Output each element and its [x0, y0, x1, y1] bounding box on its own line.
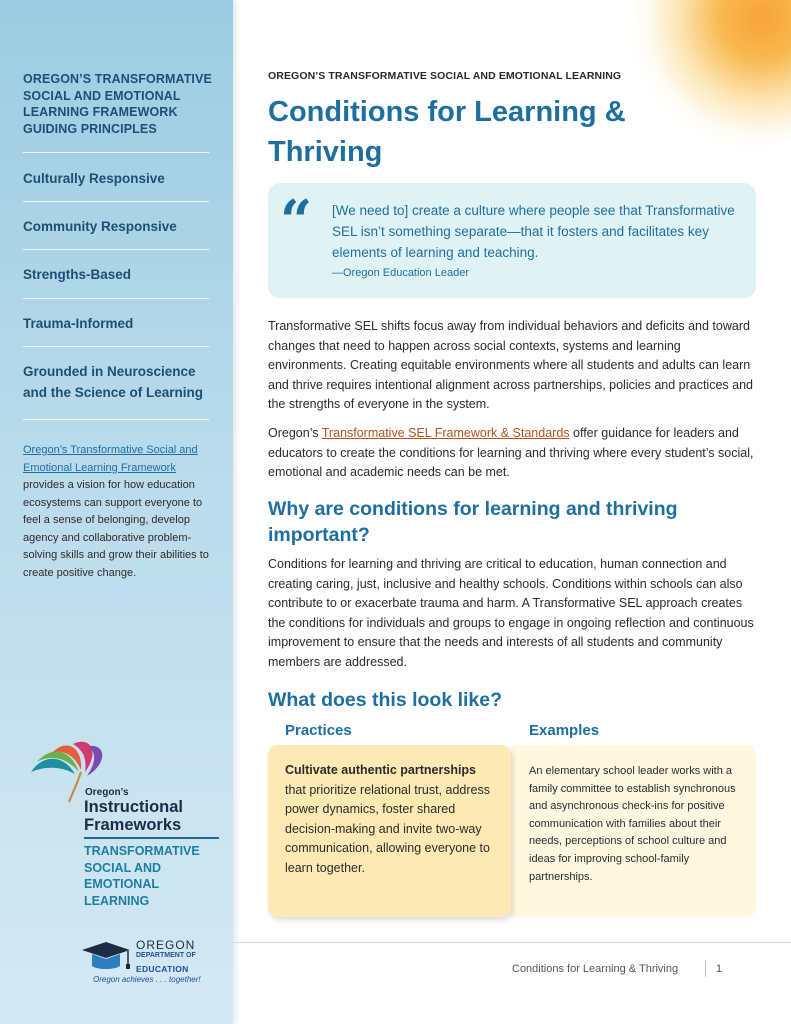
- logo-divider: [84, 837, 219, 839]
- quote-text: [We need to] create a culture where people see that Transformative SEL isn’t something separate—that it fosters and facilitates key elements of learning and teaching.: [332, 203, 735, 260]
- examples-heading: Examples: [529, 722, 600, 739]
- eyebrow: OREGON’S TRANSFORMATIVE SOCIAL AND EMOTIONAL LEARNING: [268, 70, 622, 82]
- logo-title: Instructional Frameworks: [84, 798, 184, 834]
- principle-trauma-informed: Trauma-Informed: [23, 316, 134, 331]
- what-heading: What does this look like?: [268, 689, 503, 711]
- framework-link[interactable]: Oregon’s Transformative Social and Emotional Learning Framework: [23, 444, 198, 474]
- intro-paragraph: Transformative SEL shifts focus away from individual behaviors and deficits and toward changes that need to happen across social contexts, systems and learning environments. Creating equitable environments where all students and adults can learn and thrive requires intentional alignment across partnerships, policies and practices and the strengths of everyone in the system.: [268, 319, 753, 412]
- framework-paragraph: [268, 424, 756, 483]
- example-text: An elementary school leader works with a family committee to establish synchronous and asynchronous check-ins for positive communication with families about their needs, perceptions of school culture and ideas for improving school-family partnerships.: [529, 765, 736, 883]
- footer-title: Conditions for Learning & Thriving: [512, 963, 679, 975]
- quote-attribution: —Oregon Education Leader: [332, 267, 469, 279]
- sidebar-title: OREGON’S TRANSFORMATIVE SOCIAL AND EMOTIONAL LEARNING FRAMEWORK GUIDING PRINCIPLES: [23, 72, 212, 136]
- divider: [23, 152, 209, 153]
- principle-culturally-responsive: Culturally Responsive: [23, 171, 165, 186]
- quote-icon: “: [280, 188, 313, 254]
- divider: [23, 201, 209, 202]
- instructional-frameworks-logo: [23, 740, 223, 915]
- divider: [23, 419, 209, 420]
- why-paragraph: Conditions for learning and thriving are critical to education, human connection and creating caring, just, inclusive and healthy schools. Conditions within schools can also contribute to or exacerbate trauma and harm. A Transformative SEL approach creates the conditions for individuals and groups to engage in ongoing reflection and continuous improvement to ensure that the needs and interests of all students and community members are addressed.: [268, 557, 754, 669]
- framework-standards-link[interactable]: Transformative SEL Framework & Standards: [321, 426, 570, 440]
- graduation-cap-icon: [80, 940, 132, 976]
- practice-text: [285, 761, 490, 879]
- ode-department: DEPARTMENT OF: [136, 952, 196, 959]
- example-card: [511, 745, 756, 917]
- footer-divider: [233, 942, 791, 943]
- ode-education: EDUCATION: [136, 964, 189, 974]
- principle-neuroscience: Grounded in Neuroscience and the Science of Learning: [23, 364, 204, 400]
- practice-rest: that prioritize relational trust, address power dynamics, foster shared decision-making and invite two-way communication, allowing everyone to learn together.: [285, 782, 490, 875]
- ode-oregon: OREGON: [136, 938, 196, 952]
- page-number: 1: [716, 963, 723, 975]
- divider: [23, 346, 209, 347]
- framework-description-text: provides a vision for how education ecosystems can support everyone to feel a sense of belonging, develop agency and collaborative problem-solving skills and grow their abilities to create positive change.: [23, 479, 209, 579]
- sidebar: [0, 0, 233, 1024]
- ode-tagline: Oregon achieves . . . together!: [93, 975, 201, 984]
- quote-box: [268, 183, 756, 298]
- why-heading: Why are conditions for learning and thriving important?: [268, 498, 678, 546]
- footer-separator: [705, 961, 706, 977]
- page-title: Conditions for Learning & Thriving: [268, 96, 626, 168]
- divider: [23, 249, 209, 250]
- practice-card: [268, 745, 511, 917]
- principle-community-responsive: Community Responsive: [23, 219, 177, 234]
- practices-heading: Practices: [285, 722, 352, 739]
- logo-small-text: Oregon’s: [85, 787, 129, 798]
- divider: [23, 298, 209, 299]
- framework-paragraph-lead: Oregon’s: [268, 426, 322, 440]
- logo-subtitle: TRANSFORMATIVE SOCIAL AND EMOTIONAL LEARNING: [84, 844, 200, 908]
- framework-paragraph-rest: offer guidance for leaders and educators to create the conditions for learning and thriving where every student’s social, emotional and academic needs can be met.: [268, 426, 754, 480]
- ode-logo: [80, 938, 210, 988]
- practice-bold: Cultivate authentic partnerships: [285, 763, 477, 777]
- framework-description: [23, 442, 213, 582]
- principle-strengths-based: Strengths-Based: [23, 267, 132, 282]
